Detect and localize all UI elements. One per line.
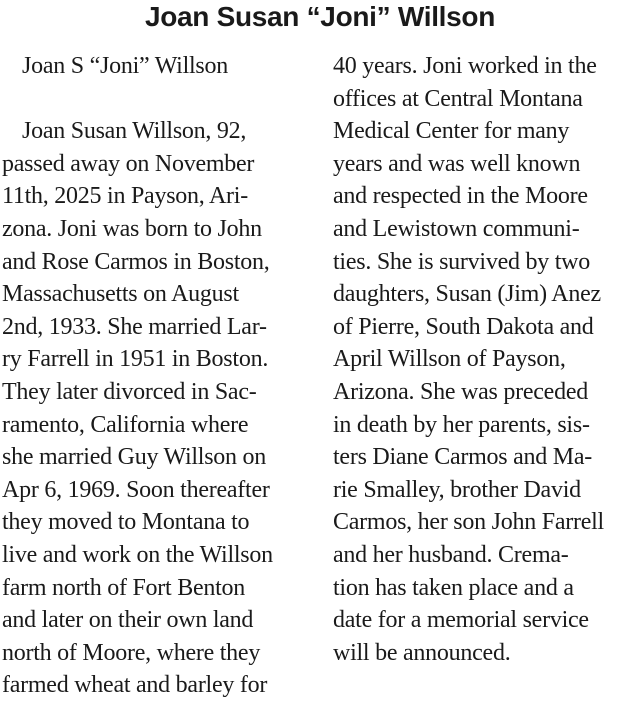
text-line: They later divorced in Sac- [2,378,257,405]
text-line: 2nd, 1933. She married Lar- [2,313,267,340]
text-line: zona. Joni was born to John [2,215,262,242]
text-line: years and was well known [333,150,581,177]
text-line: ramento, California where [2,411,249,438]
text-line: they moved to Montana to [2,509,250,536]
right-text-column [333,50,638,669]
text-line: passed away on November [2,150,255,177]
text-line: she married Guy Willson on [2,444,267,471]
obituary-title: Joan Susan “Joni” Willson [144,1,496,32]
text-line: Massachusetts on August [2,281,239,308]
text-line: live and work on the Willson [2,541,273,568]
text-line: and her husband. Crema- [333,541,569,568]
text-line: Joan Susan Willson, 92, [22,118,247,145]
text-line: and Lewistown communi- [333,215,580,242]
text-line: ties. She is survived by two [333,248,590,275]
text-line: ry Farrell in 1951 in Boston. [2,346,269,373]
left-text-column [2,50,320,702]
text-line: and Rose Carmos in Boston, [2,248,270,275]
text-line: north of Moore, where they [2,639,261,666]
text-line: offices at Central Montana [333,85,583,112]
text-line: of Pierre, South Dakota and [333,313,594,340]
text-line: Joan S “Joni” Willson [22,53,229,79]
text-line: farmed wheat and barley for [2,672,268,699]
text-line: ters Diane Carmos and Ma- [333,444,593,471]
text-line: and respected in the Moore [333,183,588,210]
text-line: April Willson of Payson, [333,346,566,373]
text-line: in death by her parents, sis- [333,411,590,438]
text-line: date for a memorial service [333,607,589,634]
text-line: daughters, Susan (Jim) Anez [333,281,601,308]
text-line: Medical Center for many [333,118,570,145]
text-line: farm north of Fort Benton [2,574,246,601]
text-line: tion has taken place and a [333,574,574,601]
text-line: 11th, 2025 in Payson, Ari- [2,183,248,210]
text-line: will be announced. [333,639,511,666]
text-line: and later on their own land [2,607,254,634]
text-line: Carmos, her son John Farrell [333,509,604,536]
text-line: 40 years. Joni worked in the [333,53,597,79]
text-line: Arizona. She was preceded [333,378,588,405]
text-line: Apr 6, 1969. Soon thereafter [2,476,270,503]
blank-line [2,83,320,116]
text-line: rie Smalley, brother David [333,476,581,503]
